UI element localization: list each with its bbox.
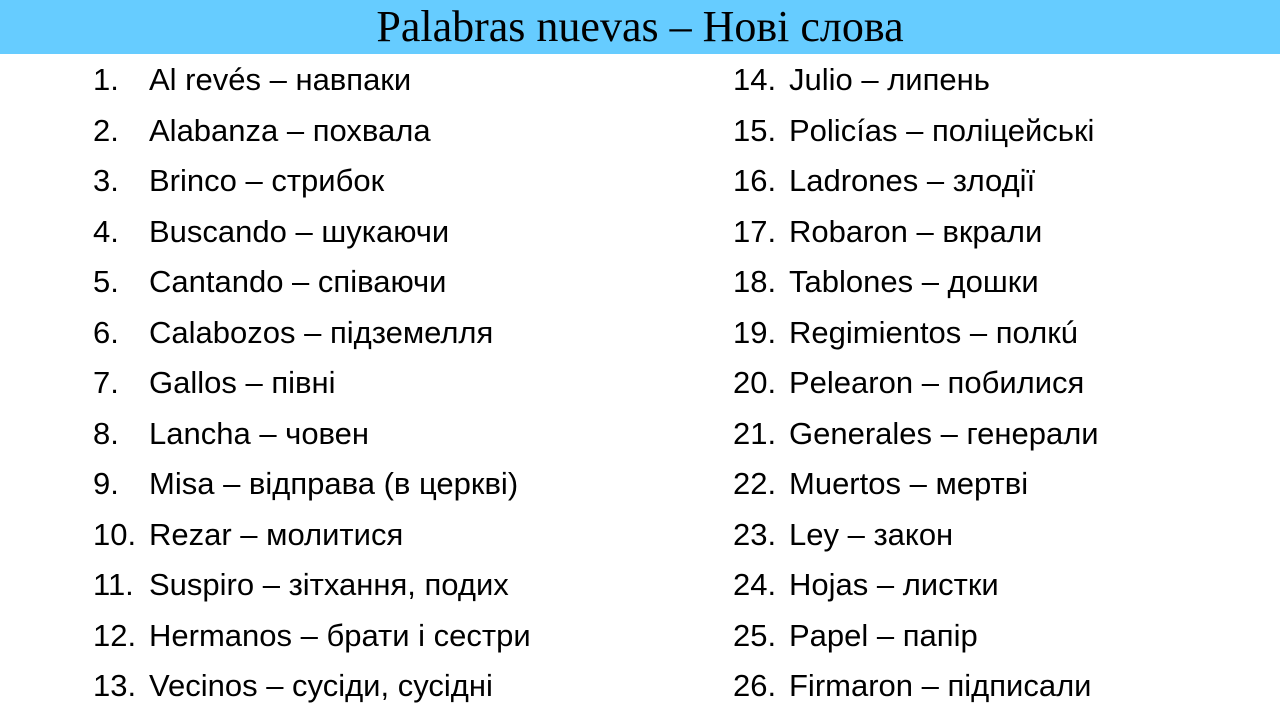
item-text: Hojas – листки	[789, 567, 999, 602]
item-text: Papel – папір	[789, 617, 978, 653]
item-text: Calabozos – підземелля	[149, 314, 494, 350]
item-number: 17.	[733, 213, 777, 249]
item-text: Ley – закон	[789, 516, 954, 552]
title-bar	[0, 0, 1280, 54]
item-number: 26.	[733, 668, 777, 703]
item-number: 2.	[93, 112, 119, 148]
item-number: 15.	[733, 112, 777, 148]
item-text: Brinco – стрибок	[149, 163, 385, 198]
item-text: Generales – генерали	[789, 415, 1099, 451]
item-number: 21.	[733, 415, 777, 451]
item-text: Robaron – вкрали	[789, 213, 1043, 249]
item-number: 25.	[733, 617, 777, 653]
item-text: Vecinos – сусіди, сусідні	[149, 668, 493, 703]
item-number: 4.	[93, 213, 119, 249]
item-number: 23.	[733, 516, 777, 552]
item-text: Hermanos – брати і сестри	[149, 617, 531, 653]
item-number: 5.	[93, 264, 119, 299]
item-text: Misa – відправа (в церкві)	[149, 466, 519, 501]
page-title: Palabras nuevas – Нові слова	[376, 2, 904, 51]
item-text: Muertos – мертві	[789, 466, 1029, 501]
item-text: Gallos – півні	[149, 365, 336, 400]
item-text: Lancha – човен	[149, 415, 370, 451]
item-number: 10.	[93, 516, 137, 552]
item-number: 3.	[93, 163, 119, 198]
item-number: 24.	[733, 567, 777, 602]
item-number: 8.	[93, 415, 119, 451]
item-text: Buscando – шукаючи	[149, 213, 450, 249]
item-number: 1.	[93, 62, 119, 97]
item-number: 11.	[93, 567, 134, 602]
item-text: Pelearon – побилися	[789, 365, 1085, 400]
item-number: 6.	[93, 314, 119, 350]
item-text: Ladrones – злодії	[789, 163, 1036, 198]
item-text: Regimientos – полкú	[789, 314, 1079, 350]
item-text: Al revés – навпаки	[149, 62, 412, 97]
item-text: Alabanza – похвала	[149, 112, 431, 148]
item-text: Policías – поліцейські	[789, 112, 1095, 148]
item-number: 20.	[733, 365, 777, 400]
item-number: 7.	[93, 365, 119, 400]
item-text: Rezar – молитися	[149, 516, 404, 552]
item-text: Julio – липень	[789, 62, 990, 97]
item-text: Suspiro – зітхання, подих	[149, 567, 509, 602]
item-number: 9.	[93, 466, 119, 501]
item-number: 18.	[733, 264, 777, 299]
item-number: 13.	[93, 668, 137, 703]
item-text: Tablones – дошки	[789, 264, 1039, 299]
item-number: 16.	[733, 163, 777, 198]
item-text: Cantando – співаючи	[149, 264, 447, 299]
item-text: Firmaron – підписали	[789, 668, 1092, 703]
item-number: 22.	[733, 466, 777, 501]
item-number: 19.	[733, 314, 777, 350]
item-number: 14.	[733, 62, 777, 97]
item-number: 12.	[93, 617, 137, 653]
